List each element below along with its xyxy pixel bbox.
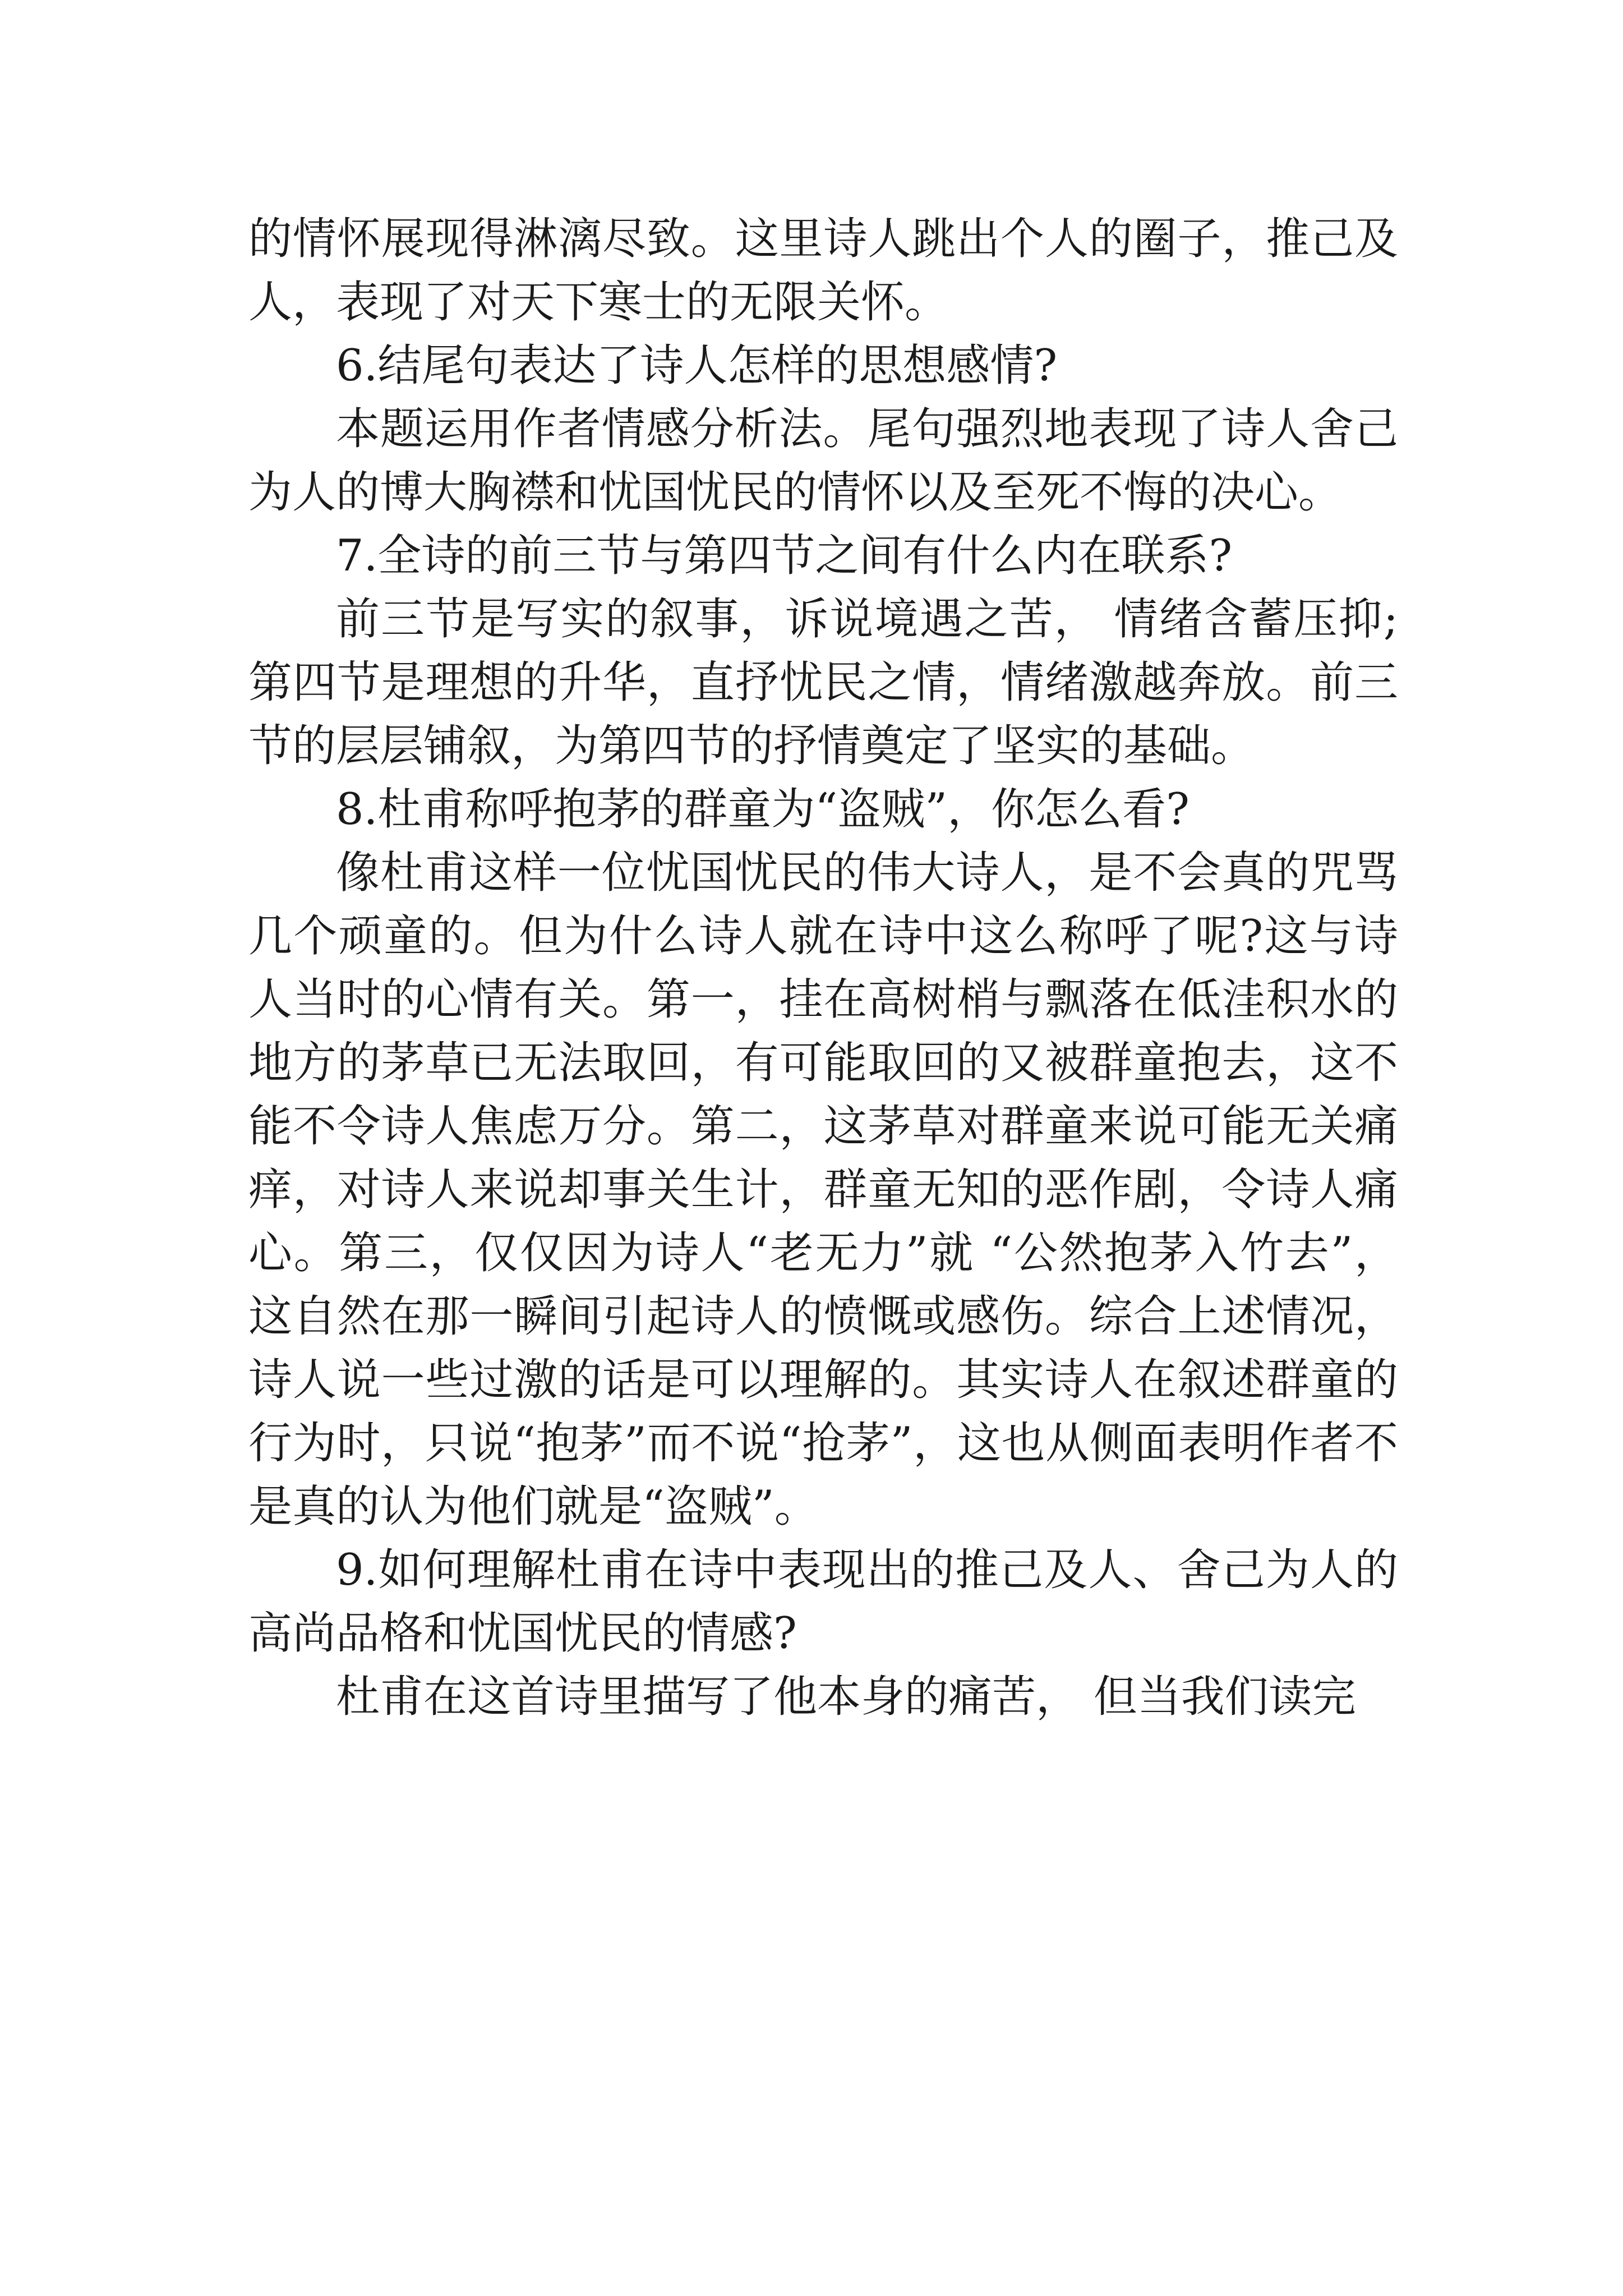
question-heading: 7.全诗的前三节与第四节之间有什么内在联系? bbox=[336, 531, 1233, 581]
paragraph: 像杜甫这样一位忧国忧民的伟大诗人，是不会真的咒骂几个顽童的。但为什么诗人就在诗中这么称呼了呢?这与诗人当时的心情有关。第一，挂在高树梢与飘落在低洼积水的地方的茅草已无法取回，有可能取回的又被群童抱去，这不能不令诗人焦虑万分。第二，这茅草对群童来说可能无关痛痒，对诗人来说却事关生计，群童无知的恶作剧，令诗人痛心。第三，仅仅因为诗人“老无力”就 “公然抱茅入竹去”，这自然在那一瞬间引起诗人的愤慨或感伤。综合上述情况，诗人说一些过激的话是可以理解的。其实诗人在叙述群童的行为时，只说“抱茅”而不说“抢茅”，这也从侧面表明作者不是真的认为他们就是“盗贼”。 bbox=[248, 848, 1398, 1532]
question-heading: 8.杜甫称呼抱茅的群童为“盗贼”，你怎么看? bbox=[336, 784, 1189, 835]
paragraph: 前三节是写实的叙事，诉说境遇之苦， 情绪含蓄压抑;第四节是理想的升华，直抒忧民之情，情绪激越奔放。前三节的层层铺叙，为第四节的抒情奠定了坚实的基础。 bbox=[248, 594, 1398, 771]
question-heading: 9.如何理解杜甫在诗中表现出的推己及人、舍己为人的高尚品格和忧国忧民的情感? bbox=[248, 1545, 1398, 1659]
document-body bbox=[248, 208, 1398, 1729]
paragraph: 杜甫在这首诗里描写了他本身的痛苦， 但当我们读完 bbox=[336, 1672, 1356, 1722]
paragraph: 本题运用作者情感分析法。尾句强烈地表现了诗人舍己为人的博大胸襟和忧国忧民的情怀以及至死不悔的决心。 bbox=[248, 404, 1398, 518]
question-heading: 6.结尾句表达了诗人怎样的思想感情? bbox=[336, 341, 1058, 391]
paragraph: 的情怀展现得淋漓尽致。这里诗人跳出个人的圈子，推己及人，表现了对天下寒士的无限关怀。 bbox=[248, 214, 1398, 328]
